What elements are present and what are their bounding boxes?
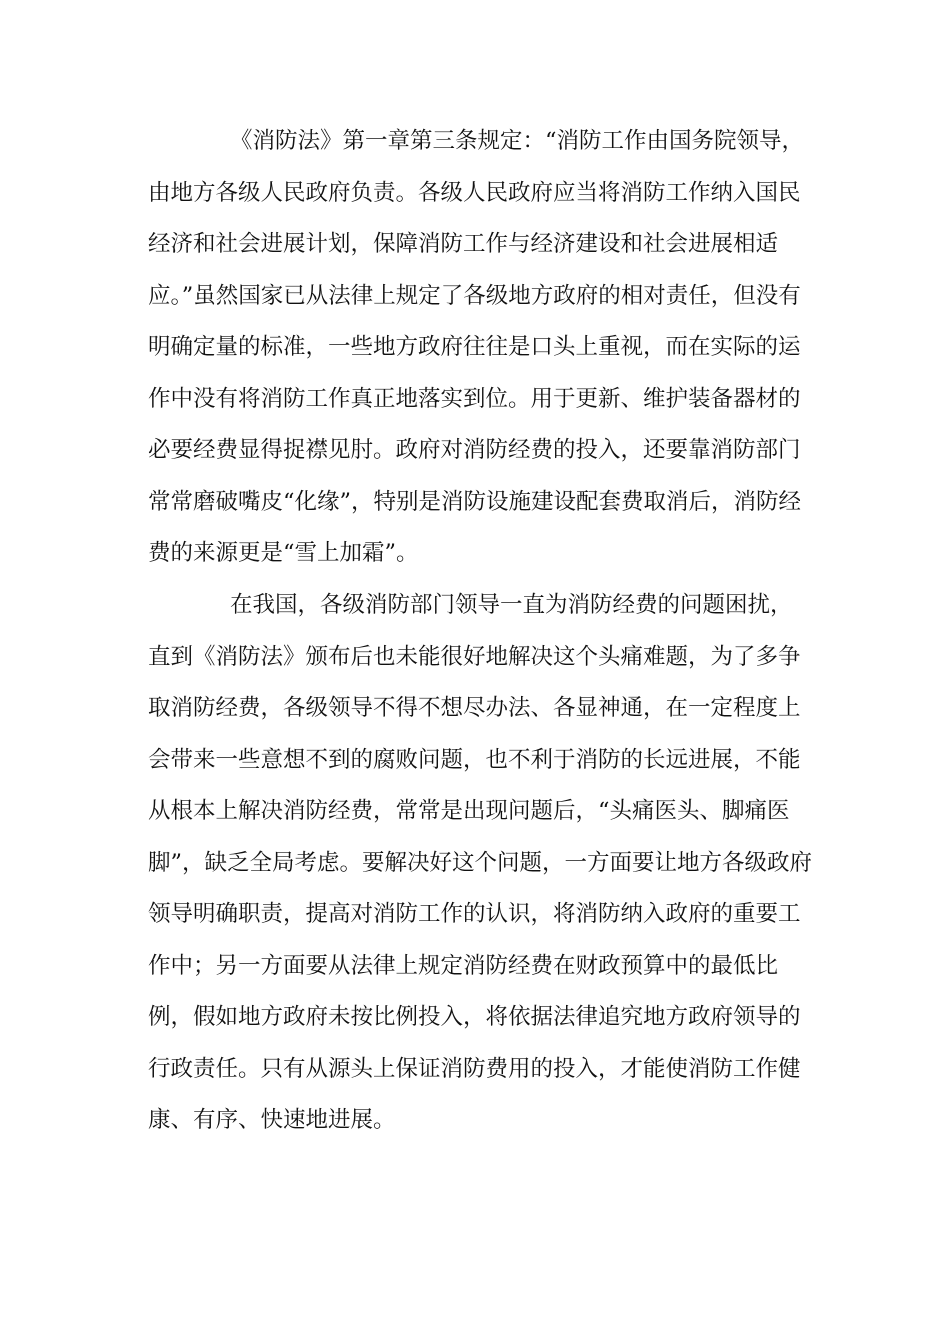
paragraph-line: 从根本上解决消防经费，常常是出现问题后，“头痛医头、脚痛医	[148, 798, 790, 824]
paragraph-line: 领导明确职责，提高对消防工作的认识，将消防纳入政府的重要工	[148, 901, 801, 927]
paragraph-line: 应。”虽然国家已从法律上规定了各级地方政府的相对责任，但没有	[148, 282, 801, 309]
paragraph-line: 必要经费显得捉襟见肘。政府对消防经费的投入，还要靠消防部门	[148, 437, 801, 463]
paragraph-line: 作中没有将消防工作真正地落实到位。用于更新、维护装备器材的	[148, 385, 801, 412]
paragraph-line: 例，假如地方政府未按比例投入，将依据法律追究地方政府领导的	[148, 1004, 801, 1030]
paragraph-2	[148, 580, 813, 1147]
paragraph-line: 作中；另一方面要从法律上规定消防经费在财政预算中的最低比	[148, 952, 779, 979]
paragraph-line: 费的来源更是“雪上加霜”。	[148, 540, 419, 566]
paragraph-line: 取消防经费，各级领导不得不想尽办法、各显神通，在一定程度上	[148, 695, 801, 721]
paragraph-line: 经济和社会进展计划，保障消防工作与经济建设和社会进展相适	[148, 231, 779, 257]
paragraph-line: 明确定量的标准，一些地方政府往往是口头上重视，而在实际的运	[148, 334, 801, 360]
paragraph-line: 《消防法》第一章第三条规定：“消防工作由国务院领导，	[230, 128, 805, 154]
paragraph-line: 行政责任。只有从源头上保证消防费用的投入，才能使消防工作健	[148, 1055, 801, 1082]
paragraph-line: 会带来一些意想不到的腐败问题，也不利于消防的长远进展，不能	[148, 746, 801, 773]
paragraph-line: 在我国，各级消防部门领导一直为消防经费的问题困扰，	[230, 592, 793, 618]
paragraph-line: 脚”，缺乏全局考虑。要解决好这个问题，一方面要让地方各级政府	[148, 849, 813, 876]
paragraph-line: 康、有序、快速地进展。	[148, 1107, 396, 1133]
paragraph-line: 直到《消防法》颁布后也未能很好地解决这个头痛难题，为了多争	[148, 643, 801, 670]
paragraph-1	[148, 116, 808, 580]
paragraph-line: 由地方各级人民政府负责。各级人民政府应当将消防工作纳入国民	[148, 179, 801, 206]
paragraph-line: 常常磨破嘴皮“化缘”，特别是消防设施建设配套费取消后，消防经	[148, 488, 802, 515]
